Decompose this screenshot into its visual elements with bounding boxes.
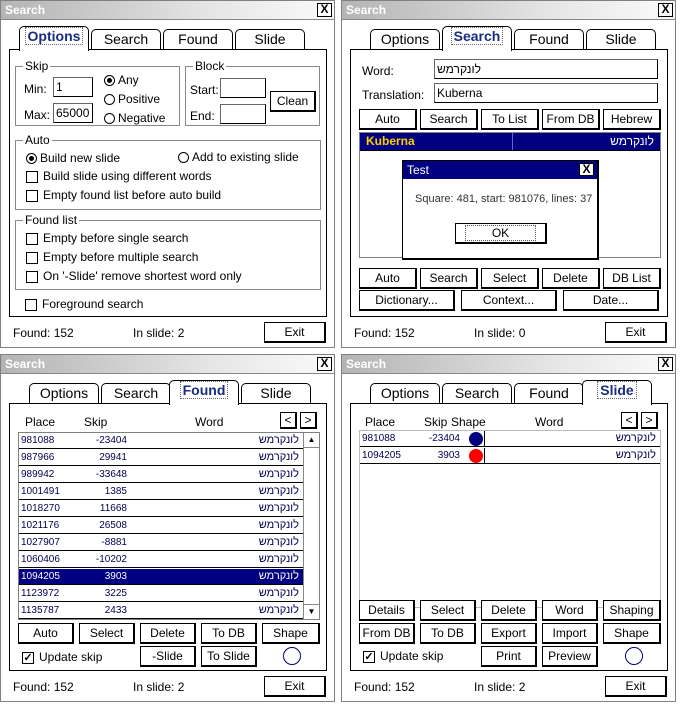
slide-window <box>341 354 676 702</box>
foreground-search-checkbox[interactable]: Foreground search <box>25 297 143 312</box>
delete-button[interactable]: Delete <box>542 268 600 289</box>
found-status: Found: 152 <box>354 326 415 340</box>
close-icon[interactable]: X <box>317 3 332 17</box>
radio-icon <box>104 113 115 124</box>
found-status: Found: 152 <box>13 680 74 694</box>
close-icon[interactable]: X <box>317 357 332 371</box>
title-bar <box>342 355 675 374</box>
tab-found[interactable]: Found <box>163 29 233 50</box>
title-bar <box>1 1 334 20</box>
row-place: 1021176 <box>21 520 60 531</box>
col-skip: Skip <box>84 415 108 429</box>
tab-found[interactable]: Found <box>514 383 584 404</box>
row-word: לונקרמש <box>615 432 656 444</box>
row-place: 981088 <box>362 433 396 444</box>
table-row[interactable] <box>19 586 303 602</box>
row-word: לונקרמש <box>258 570 299 582</box>
auto-group-title: Auto <box>25 133 50 147</box>
result-row[interactable]: Kuberna לונקרמש <box>360 133 660 151</box>
options-window <box>0 0 335 348</box>
table-row[interactable] <box>19 433 303 449</box>
radio-any[interactable]: Any <box>104 73 139 88</box>
row-place: 1027907 <box>21 537 60 548</box>
tab-slide[interactable]: Slide <box>586 29 656 50</box>
row-word: לונקרמש <box>258 519 299 531</box>
tab-options[interactable]: Options <box>370 383 440 404</box>
tab-options[interactable]: Options <box>29 383 99 404</box>
next-button[interactable]: > <box>641 412 658 429</box>
row-skip: 3903 <box>437 450 460 461</box>
row-place: 1094205 <box>362 450 401 461</box>
radio-add-existing[interactable]: Add to existing slide <box>178 150 299 165</box>
row-word: לונקרמש <box>258 468 299 480</box>
inslide-status: In slide: 2 <box>133 326 185 340</box>
to-db-button[interactable]: To DB <box>201 623 257 644</box>
from-db-button[interactable]: From DB <box>359 623 415 644</box>
radio-negative[interactable]: Negative <box>104 111 165 126</box>
window-title: Search <box>5 357 46 371</box>
window-title: Search <box>346 357 387 371</box>
checkbox-icon: ✓ <box>364 650 374 663</box>
search-window <box>341 0 676 348</box>
row-place: 1018270 <box>21 503 60 514</box>
next-button[interactable]: > <box>300 412 317 429</box>
radio-icon <box>26 153 37 164</box>
table-row[interactable] <box>19 603 303 619</box>
row-place: 987966 <box>21 452 55 463</box>
radio-build-new[interactable]: Build new slide <box>26 151 120 166</box>
row-skip: 3225 <box>104 588 127 599</box>
found-window <box>0 354 335 702</box>
found-status: Found: 152 <box>13 326 74 340</box>
details-button[interactable]: Details <box>359 600 415 621</box>
row-skip: 26508 <box>99 520 127 531</box>
row-skip: -33648 <box>95 469 127 480</box>
prev-button[interactable]: < <box>621 412 638 429</box>
slide-list[interactable] <box>359 430 661 608</box>
title-bar <box>1 355 334 374</box>
row-place: 1094205 <box>21 571 60 582</box>
update-skip-checkbox[interactable]: ✓ Update skip <box>23 650 103 664</box>
remove-slide-button[interactable]: -Slide <box>140 646 196 667</box>
options-panel <box>9 49 327 317</box>
start-field[interactable] <box>220 78 266 98</box>
checkbox-icon <box>26 171 38 183</box>
col-place: Place <box>365 415 396 429</box>
radio-icon <box>104 94 115 105</box>
checkbox-icon <box>26 233 38 245</box>
search-button-2[interactable]: Search <box>420 268 478 289</box>
shape-preview-icon[interactable] <box>283 647 301 665</box>
scrollbar[interactable] <box>303 433 319 619</box>
word-field[interactable]: לונקרמש <box>434 59 658 79</box>
col-skip: Skip <box>424 415 448 429</box>
row-word: לונקרמש <box>258 587 299 599</box>
tab-found[interactable]: Found <box>514 29 584 50</box>
col-shape: Shape <box>451 415 486 429</box>
slide-panel <box>350 403 668 671</box>
tab-search[interactable]: Search <box>91 29 161 50</box>
exit-button[interactable]: Exit <box>264 676 326 697</box>
block-group-title: Block <box>195 59 225 73</box>
row-place: 981088 <box>21 435 55 446</box>
tab-found[interactable]: Found <box>169 380 239 405</box>
auto-button-2[interactable]: Auto <box>359 268 417 289</box>
ok-button[interactable]: OK <box>455 223 547 244</box>
row-place: 1060406 <box>21 554 60 565</box>
scroll-down-icon[interactable]: ▼ <box>304 604 319 619</box>
translation-label: Translation: <box>362 88 425 102</box>
row-place: 989942 <box>21 469 55 480</box>
export-button[interactable]: Export <box>481 623 537 644</box>
found-group-title: Found list <box>25 213 78 227</box>
tab-search[interactable]: Search <box>101 383 171 404</box>
tab-slide[interactable]: Slide <box>582 380 652 405</box>
min-field[interactable]: 1 <box>53 77 93 97</box>
row-skip: 1385 <box>104 486 127 497</box>
shape-circle-icon <box>469 432 483 446</box>
col-word: Word <box>195 415 224 429</box>
skip-group-title: Skip <box>25 59 49 73</box>
max-label: Max: <box>24 108 51 122</box>
select-button[interactable]: Select <box>79 623 135 644</box>
row-skip: -10202 <box>95 554 127 565</box>
found-list[interactable] <box>18 432 320 620</box>
close-icon[interactable]: X <box>658 3 673 17</box>
tab-search[interactable]: Search <box>442 26 512 51</box>
tab-slide[interactable]: Slide <box>235 29 305 50</box>
update-skip-checkbox[interactable]: ✓ Update skip <box>364 649 444 663</box>
min-label: Min: <box>24 82 47 96</box>
exit-button[interactable]: Exit <box>264 322 326 343</box>
build-different-checkbox[interactable]: Build slide using different words <box>26 169 212 184</box>
row-skip: 11668 <box>99 503 127 514</box>
tab-search[interactable]: Search <box>442 383 512 404</box>
row-place: 1135787 <box>21 605 60 616</box>
row-place: 1001491 <box>21 486 60 497</box>
table-row[interactable] <box>19 569 303 585</box>
test-dialog <box>402 160 599 260</box>
table-row[interactable] <box>19 518 303 534</box>
found-panel <box>9 403 327 671</box>
db-list-button[interactable]: DB List <box>603 268 661 289</box>
table-row[interactable] <box>19 484 303 500</box>
scroll-up-icon[interactable]: ▲ <box>304 433 319 448</box>
window-title: Search <box>346 3 387 17</box>
checkbox-icon <box>26 252 38 264</box>
table-row[interactable] <box>360 431 660 447</box>
search-button[interactable]: Search <box>420 109 478 130</box>
row-place: 1123972 <box>21 588 60 599</box>
to-list-button[interactable]: To List <box>481 109 539 130</box>
row-skip: 29941 <box>99 452 127 463</box>
translation-field[interactable]: Kuberna <box>434 83 658 103</box>
row-skip: -23404 <box>95 435 127 446</box>
checkbox-icon: ✓ <box>23 651 33 664</box>
shape-circle-icon <box>469 449 483 463</box>
row-word: לונקרמש <box>258 485 299 497</box>
tab-slide[interactable]: Slide <box>241 383 311 404</box>
row-word: לונקרמש <box>258 553 299 565</box>
dialog-message: Square: 481, start: 981076, lines: 37 <box>415 193 593 205</box>
print-button[interactable]: Print <box>481 646 537 667</box>
checkbox-icon <box>26 271 38 283</box>
close-icon[interactable]: X <box>658 357 673 371</box>
row-skip: -23404 <box>428 433 460 444</box>
row-word: לונקרמש <box>615 449 656 461</box>
dialog-title: Test <box>407 163 430 177</box>
to-db-button[interactable]: To DB <box>420 623 476 644</box>
inslide-status: In slide: 2 <box>474 680 526 694</box>
import-button[interactable]: Import <box>542 623 598 644</box>
radio-icon <box>178 152 189 163</box>
empty-multiple-checkbox[interactable]: Empty before multiple search <box>26 250 198 265</box>
row-skip: 3903 <box>104 571 127 582</box>
preview-button[interactable]: Preview <box>542 646 598 667</box>
row-word: לונקרמש <box>258 502 299 514</box>
auto-button[interactable]: Auto <box>18 623 74 644</box>
hebrew-button[interactable]: Hebrew <box>603 109 661 130</box>
auto-button[interactable]: Auto <box>359 109 417 130</box>
radio-icon <box>104 75 115 86</box>
window-title: Search <box>5 3 46 17</box>
tab-options[interactable]: Options <box>370 29 440 50</box>
empty-single-checkbox[interactable]: Empty before single search <box>26 231 188 246</box>
empty-found-checkbox[interactable]: Empty found list before auto build <box>26 188 221 203</box>
end-field[interactable] <box>220 104 266 124</box>
row-word: לונקרמש <box>258 434 299 446</box>
end-label: End: <box>190 109 215 123</box>
table-row[interactable] <box>19 552 303 568</box>
date-button[interactable]: Date... <box>563 290 659 311</box>
checkbox-icon <box>25 299 37 311</box>
row-word: לונקרמש <box>258 536 299 548</box>
row-skip: -8881 <box>101 537 127 548</box>
title-bar <box>342 1 675 20</box>
row-skip: 2433 <box>104 605 127 616</box>
radio-positive[interactable]: Positive <box>104 92 160 107</box>
to-slide-button[interactable]: To Slide <box>201 646 257 667</box>
tab-options[interactable]: Options <box>19 26 89 51</box>
col-place: Place <box>25 415 56 429</box>
remove-shortest-checkbox[interactable]: On '-Slide' remove shortest word only <box>26 269 242 284</box>
shape-button[interactable]: Shape <box>603 623 661 644</box>
table-row[interactable] <box>19 450 303 466</box>
table-row[interactable] <box>360 448 660 464</box>
delete-button[interactable]: Delete <box>481 600 537 621</box>
block-group <box>185 59 320 126</box>
clean-button[interactable]: Clean <box>270 91 316 112</box>
table-row[interactable] <box>19 501 303 517</box>
exit-button[interactable]: Exit <box>605 676 667 697</box>
shape-preview-icon[interactable] <box>625 647 643 665</box>
dialog-close-icon[interactable]: X <box>579 163 594 176</box>
from-db-button[interactable]: From DB <box>542 109 600 130</box>
inslide-status: In slide: 0 <box>474 326 526 340</box>
table-row[interactable] <box>19 535 303 551</box>
col-word: Word <box>535 415 564 429</box>
row-word: לונקרמש <box>258 604 299 616</box>
inslide-status: In slide: 2 <box>133 680 185 694</box>
table-row[interactable] <box>19 467 303 483</box>
checkbox-icon <box>26 190 38 202</box>
auto-group <box>15 133 321 210</box>
delete-button[interactable]: Delete <box>140 623 196 644</box>
start-label: Start: <box>190 83 219 97</box>
row-word: לונקרמש <box>258 451 299 463</box>
shape-button[interactable]: Shape <box>262 623 320 644</box>
word-label: Word: <box>362 64 394 78</box>
prev-button[interactable]: < <box>280 412 297 429</box>
shaping-button[interactable]: Shaping <box>603 600 661 621</box>
dictionary-button[interactable]: Dictionary... <box>359 290 455 311</box>
max-field[interactable]: 65000 <box>53 103 93 123</box>
exit-button[interactable]: Exit <box>605 322 667 343</box>
search-panel <box>350 49 668 317</box>
select-button[interactable]: Select <box>420 600 476 621</box>
select-button[interactable]: Select <box>481 268 539 289</box>
found-status: Found: 152 <box>354 680 415 694</box>
context-button[interactable]: Context... <box>461 290 557 311</box>
skip-group <box>15 59 180 126</box>
word-button[interactable]: Word <box>542 600 598 621</box>
dialog-title-bar <box>403 161 597 179</box>
found-list-group <box>15 213 321 290</box>
